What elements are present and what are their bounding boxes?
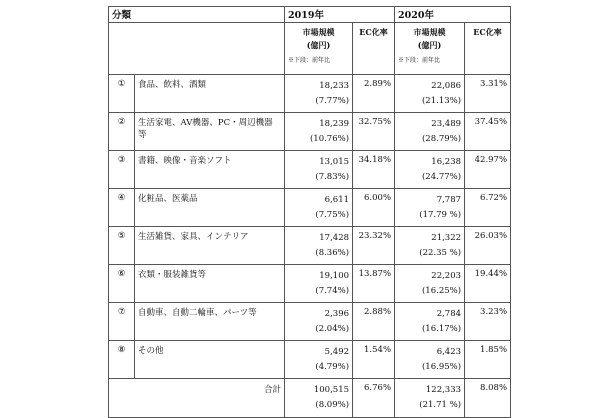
market-size-2020 [395,227,465,265]
market-size-2019-growth: (7.75%) [315,210,350,220]
total-row [109,379,511,418]
table-row [109,113,511,151]
market-size-2020-growth: (21.13%) [421,96,462,106]
ec-rate-2019: 23.32% [353,227,395,265]
market-size-2020 [395,75,465,113]
market-size-2019 [285,189,353,227]
market-size-2019 [285,227,353,265]
market-size-2019-growth: (7.83%) [315,172,350,182]
market-size-2020-value: 22,203 [431,271,462,281]
ec-rate-2019: 13.87% [353,265,395,303]
market-size-2019-growth: (10.76%) [309,134,350,144]
market-size-2020 [395,189,465,227]
ec-rate-2020: 6.72% [465,189,511,227]
market-size-2020-label: 市場規模 [413,27,446,37]
market-size-2020-value: 16,238 [431,157,462,167]
table-row [109,341,511,379]
row-category: その他 [135,341,285,379]
market-size-2019-growth: (2.04%) [315,324,350,334]
market-size-2020 [395,303,465,341]
row-category: 生活家電、AV機器、PC・周辺機器等 [135,113,285,151]
ec-rate-2020: 26.03% [465,227,511,265]
total-market-size-2020-growth: (21.71 %) [419,400,462,410]
unit-2020-label: (億円) [417,40,442,50]
total-ec-rate-2019: 6.76% [353,379,395,418]
row-category: 生活雑貨、家具、インテリア [135,227,285,265]
total-label: 合計 [109,379,285,418]
market-size-2020-value: 6,423 [436,347,462,357]
row-number: ⑥ [109,265,135,303]
row-category: 食品、飲料、酒類 [135,75,285,113]
total-market-size-2019-value: 100,515 [313,385,350,395]
market-size-2020-value: 23,489 [431,119,462,129]
total-ec-rate-2020: 8.08% [465,379,511,418]
ec-rate-2019: 2.88% [353,303,395,341]
row-number: ② [109,113,135,151]
ec-rate-2019: 34.18% [353,151,395,189]
market-size-2019-value: 2,396 [324,309,350,319]
table-row [109,265,511,303]
market-size-2019 [285,341,353,379]
market-size-2020 [395,341,465,379]
market-size-2020 [395,151,465,189]
total-market-size-2019-growth: (8.09%) [315,400,350,410]
market-size-2020-growth: (28.79%) [421,134,462,144]
market-size-2019 [285,303,353,341]
market-size-2019 [285,151,353,189]
table-row [109,227,511,265]
ec-rate-2020: 3.23% [465,303,511,341]
market-size-2019-growth: (7.77%) [315,96,350,106]
table-row [109,75,511,113]
total-market-size-2020-value: 122,333 [425,385,462,395]
ec-rate-2019: 6.00% [353,189,395,227]
ec-rate-2019-header: EC化率 [353,23,395,75]
market-size-2020-value: 22,086 [431,81,462,91]
market-size-table-container [108,6,510,418]
market-size-2020-growth: (22.35 %) [419,248,462,258]
market-size-2019 [285,265,353,303]
ec-rate-2020: 42.97% [465,151,511,189]
ec-rate-2019: 2.89% [353,75,395,113]
market-size-2020-growth: (16.25%) [421,286,462,296]
total-market-size-2020 [395,379,465,418]
year-2020-header: 2020年 [395,7,511,23]
note-2019-label: ※下段：前年比 [288,57,331,64]
table-row [109,303,511,341]
market-size-2019-value: 13,015 [319,157,350,167]
table-row [109,151,511,189]
market-size-2019-value: 18,233 [319,81,350,91]
ec-rate-2020: 37.45% [465,113,511,151]
market-size-2020-value: 21,322 [431,233,462,243]
note-2020-label: ※下段：前年比 [398,57,441,64]
row-number: ⑤ [109,227,135,265]
market-size-2019 [285,113,353,151]
market-size-2020-growth: (24.77%) [421,172,462,182]
ec-rate-2020: 3.31% [465,75,511,113]
market-size-2019-growth: (4.79%) [315,362,350,372]
market-size-2019-value: 17,428 [319,233,350,243]
row-category: 自動車、自動二輪車、パーツ等 [135,303,285,341]
header-row-columns [109,23,511,75]
ec-rate-2019: 32.75% [353,113,395,151]
market-size-2020-growth: (16.95%) [421,362,462,372]
total-market-size-2019 [285,379,353,418]
row-number: ⑧ [109,341,135,379]
market-size-2019-header [285,23,353,75]
row-category: 書籍、映像・音楽ソフト [135,151,285,189]
market-size-2019-growth: (7.74%) [315,286,350,296]
header-row-years [109,7,511,23]
unit-2019-label: (億円) [306,40,331,50]
category-header: 分類 [109,7,285,23]
market-size-2020-growth: (16.17%) [421,324,462,334]
market-size-2019-value: 18,239 [319,119,350,129]
market-size-2020-header [395,23,465,75]
market-size-2019-value: 5,492 [324,347,350,357]
ec-market-table [108,6,511,418]
category-header-blank [109,23,285,75]
table-row [109,189,511,227]
market-size-2020-value: 2,784 [436,309,462,319]
row-number: ① [109,75,135,113]
ec-rate-2020: 1.85% [465,341,511,379]
row-category: 衣類・服装雑貨等 [135,265,285,303]
market-size-2020 [395,113,465,151]
row-number: ④ [109,189,135,227]
ec-rate-2019: 1.54% [353,341,395,379]
row-category: 化粧品、医薬品 [135,189,285,227]
ec-rate-2020: 19.44% [465,265,511,303]
market-size-2020-growth: (17.79 %) [419,210,462,220]
row-number: ③ [109,151,135,189]
market-size-2019 [285,75,353,113]
year-2019-header: 2019年 [285,7,395,23]
ec-rate-2020-header: EC化率 [465,23,511,75]
market-size-2019-growth: (8.36%) [315,248,350,258]
market-size-2019-label: 市場規模 [302,27,335,37]
market-size-2019-value: 6,611 [324,195,350,205]
market-size-2020-value: 7,787 [436,195,462,205]
row-number: ⑦ [109,303,135,341]
market-size-2020 [395,265,465,303]
market-size-2019-value: 19,100 [319,271,350,281]
